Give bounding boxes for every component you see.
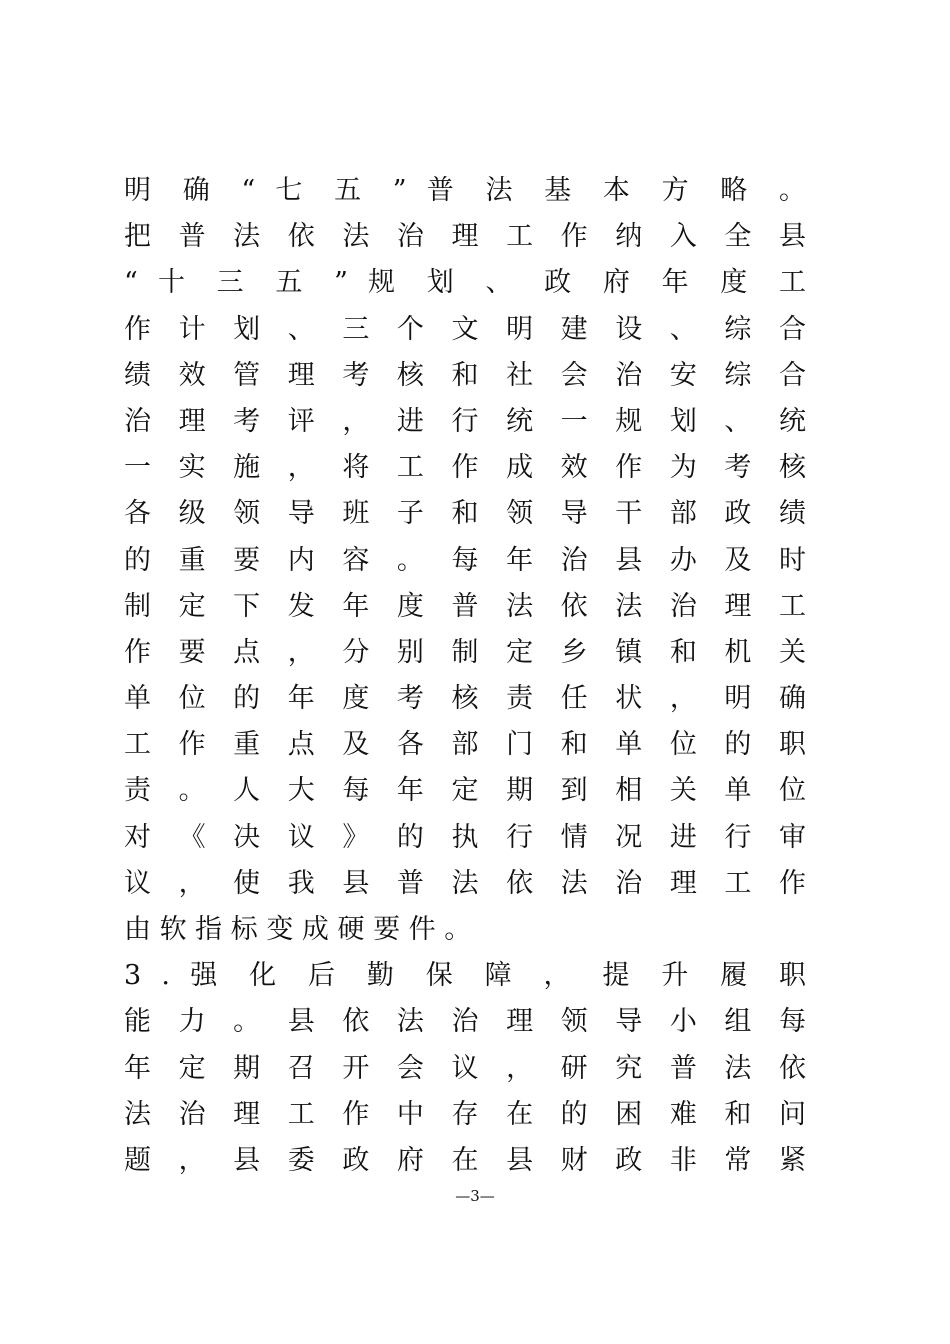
text-line: “ 十 三 五 ” 规 划 、 政 府 年 度 工 [124,267,806,299]
text-line: 制 定 下 发 年 度 普 法 依 法 治 理 工 [124,590,806,622]
page-number: —3— [455,1187,495,1205]
text-line: 各 级 领 导 班 子 和 领 导 干 部 政 绩 [124,498,806,530]
section-heading-line: 3 . 强 化 后 勤 保 障 ， 提 升 履 职 [124,960,806,992]
text-line: 单 位 的 年 度 考 核 责 任 状 ， 明 确 [124,683,806,715]
text-line: 年 定 期 召 开 会 议 ， 研 究 普 法 依 [124,1052,806,1084]
body-text [124,168,806,1184]
text-line: 治 理 考 评 ， 进 行 统 一 规 划 、 统 [124,405,806,437]
text-line: 作 计 划 、 三 个 文 明 建 设 、 综 合 [124,313,806,345]
text-line: 作 要 点 ， 分 别 制 定 乡 镇 和 机 关 [124,636,806,668]
text-line: 议 ， 使 我 县 普 法 依 法 治 理 工 作 [124,867,806,899]
text-line: 法 治 理 工 作 中 存 在 的 困 难 和 问 [124,1098,806,1130]
text-line: 题 ， 县 委 政 府 在 县 财 政 非 常 紧 [124,1144,806,1176]
text-line: 责 。 人 大 每 年 定 期 到 相 关 单 位 [124,775,806,807]
text-line: 对 《 决 议 》 的 执 行 情 况 进 行 审 [124,821,806,853]
text-line: 由 软 指 标 变 成 硬 要 件 。 [124,914,472,945]
text-line: 明 确 “ 七 五 ” 普 法 基 本 方 略 。 [124,175,806,206]
text-line: 工 作 重 点 及 各 部 门 和 单 位 的 职 [124,729,806,761]
text-line: 的 重 要 内 容 。 每 年 治 县 办 及 时 [124,544,806,576]
text-line: 能 力 。 县 依 法 治 理 领 导 小 组 每 [124,1006,806,1038]
text-line: 绩 效 管 理 考 核 和 社 会 治 安 综 合 [124,359,806,391]
text-line: 把 普 法 依 法 治 理 工 作 纳 入 全 县 [124,221,806,253]
text-line: 一 实 施 ， 将 工 作 成 效 作 为 考 核 [124,452,806,484]
